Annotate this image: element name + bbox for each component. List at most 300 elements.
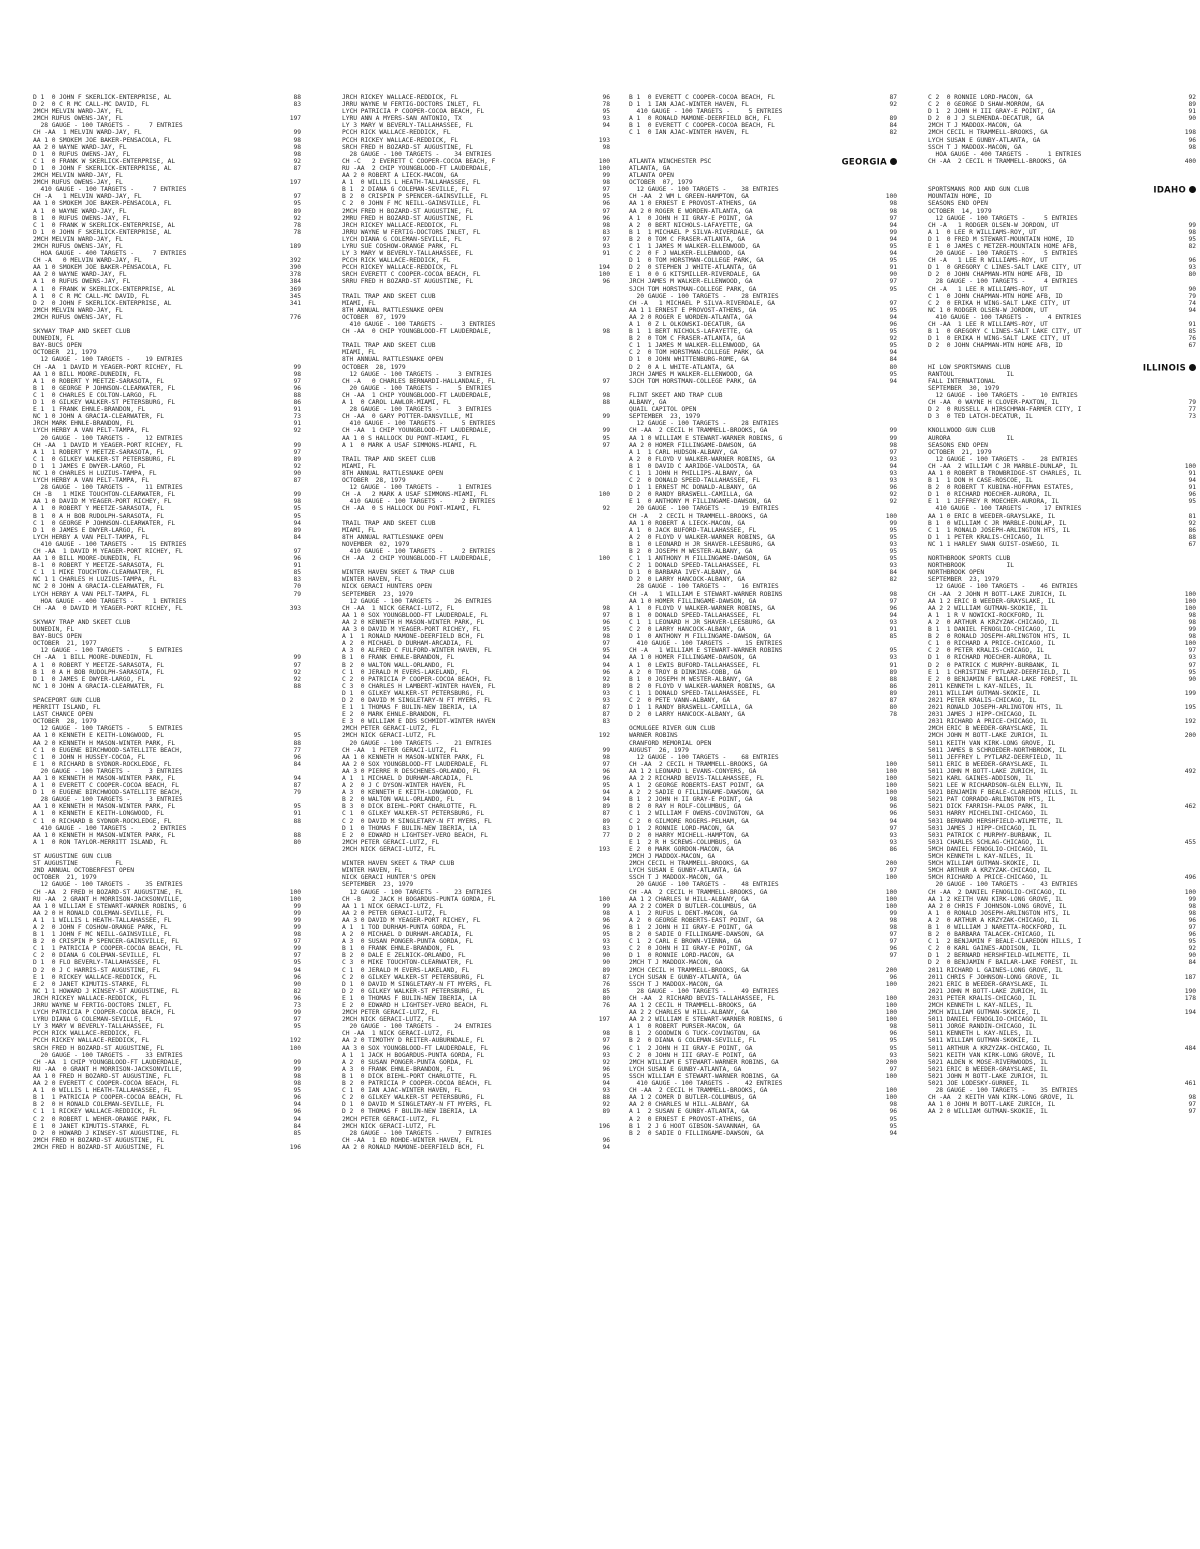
result-text: D 1 1 JAMES E DWYER-LARGO, FL <box>33 462 146 470</box>
score-value: 98 <box>889 590 897 598</box>
result-line <box>33 222 301 229</box>
result-text: MERRITT ISLAND, FL <box>33 704 101 712</box>
score-value: 390 <box>289 264 301 272</box>
result-line <box>342 534 610 541</box>
result-text: AA 2 0 RONALD MAMONE-DEERFIELD BCH, FL <box>342 1143 485 1151</box>
result-line <box>33 917 301 924</box>
result-text: D 1 0 RICHARD MOECHER-AURORA, IL <box>928 654 1052 662</box>
result-line <box>33 427 301 434</box>
result-text: 12 GAUGE - 100 TARGETS - 38 ENTRIES <box>629 186 779 194</box>
result-text: 2MCH JOHN M BOTT-LAKE ZURICH, IL <box>928 732 1048 740</box>
result-line <box>928 470 1196 477</box>
score-value: 83 <box>602 824 610 832</box>
result-text: CH -AA 2 KEITH VAN KIRK-LONG GROVE, IL <box>928 1094 1074 1102</box>
result-text: C 2 0 DONALD SPEED-TALLAHASSEE, FL <box>629 477 760 485</box>
score-value: 98 <box>602 604 610 612</box>
result-line <box>629 803 897 810</box>
result-text: WINTER HAVEN SKEET & TRAP CLUB <box>342 569 455 577</box>
result-line <box>928 250 1196 257</box>
result-text: 28 GAUGE - 100 TARGETS - 49 ENTRIES <box>629 987 779 995</box>
score-value: 97 <box>293 548 301 555</box>
result-line <box>342 541 610 548</box>
result-line <box>928 612 1196 619</box>
result-line <box>629 165 897 172</box>
result-text: D 1 0 JAMES E DWYER-LARGO, FL <box>33 675 146 683</box>
result-line <box>342 548 610 555</box>
result-line <box>33 193 301 200</box>
result-text: AA 2 2 COMER D BUTLER-COLUMBUS, GA <box>629 902 757 910</box>
result-line <box>928 796 1196 803</box>
result-text: B 1 0 FRANK EHNLE-BRANDON, FL <box>342 945 455 953</box>
result-line <box>33 1066 301 1073</box>
result-text: AA 1 0 ERNEST E PROVOST-ATHENS, GA <box>629 200 757 208</box>
result-line <box>629 1030 897 1037</box>
result-line <box>629 640 897 647</box>
score-value: 87 <box>293 164 301 172</box>
result-line <box>928 803 1196 810</box>
result-text: 20 GAUGE - 100 TARGETS - 12 ENTRIES <box>33 434 183 442</box>
result-line <box>342 896 610 903</box>
result-line <box>342 782 610 789</box>
result-text: B 2 0 JOSEPH M WESTER-ALBANY, GA <box>629 548 753 555</box>
result-text: AA 3 0 SOX YOUNGBLOOD-FT LAUDERDALE, FL <box>342 1044 488 1052</box>
result-text: C 2 0 GILKEY WALKER-ST PETERSBURG, FL <box>342 973 485 981</box>
score-value: 94 <box>889 462 897 470</box>
result-text: AA 1 2 COMER D BUTLER-COLUMBUS, GA <box>629 1094 757 1102</box>
score-value: 99 <box>293 923 301 931</box>
score-value: 96 <box>602 1065 610 1073</box>
result-text: BAY-BUCS OPEN <box>33 342 82 350</box>
result-line <box>629 300 897 307</box>
result-line <box>33 619 301 626</box>
score-value: 97 <box>889 299 897 307</box>
result-text: 12 GAUGE - 100 TARGETS - 1 ENTRIES <box>342 484 492 492</box>
score-value: 93 <box>602 1051 610 1059</box>
score-value: 98 <box>602 179 610 187</box>
result-text: A 1 0 ROBERT Y MEETZE-SARASOTA, FL <box>33 661 164 669</box>
result-text: D 1 2 JOHN H III GRAY-E POINT, GA <box>928 108 1056 116</box>
result-line <box>629 690 897 697</box>
score-value: 94 <box>889 611 897 619</box>
result-line <box>342 576 610 583</box>
result-text: AA 1 0 HOMER FILLINGAME-DAWSON, GA <box>629 654 757 662</box>
result-line <box>928 1016 1196 1023</box>
result-line <box>629 818 897 825</box>
score-value: 100 <box>885 1072 897 1080</box>
result-line <box>342 513 610 520</box>
score-value: 99 <box>293 909 301 917</box>
result-text: CH -A 1 MELVIN WARD-JAY, FL <box>33 193 142 201</box>
result-text: SEPTEMBER 30, 1979 <box>928 384 1000 392</box>
score-value: 98 <box>602 328 610 336</box>
score-value: 84 <box>889 356 897 364</box>
score-value: 100 <box>598 895 610 903</box>
result-line <box>629 612 897 619</box>
result-text: AA 1 0 KENNETH H MASON-WINTER PARK, FL <box>342 753 485 761</box>
result-text: A 2 0 SUSAN PONGER-PUNTA GORDA, FL <box>342 1058 473 1066</box>
score-value: 84 <box>293 760 301 768</box>
result-line <box>342 101 610 108</box>
score-value: 199 <box>1184 689 1196 697</box>
result-text: D 2 0 RUSSELL A HIRSCHMAN-FARMER CITY, I <box>928 406 1082 414</box>
result-line <box>342 740 610 747</box>
result-text: 2MCH RUFUS OWENS-JAY, FL <box>33 242 123 250</box>
result-line <box>629 229 897 236</box>
result-line <box>33 264 301 271</box>
state-heading <box>1153 186 1196 193</box>
result-line <box>928 945 1196 952</box>
result-text: 20 GAUGE - 100 TARGETS - 19 ENTRIES <box>629 505 779 513</box>
score-value: 88 <box>293 817 301 825</box>
score-value: 87 <box>602 810 610 818</box>
score-value: 84 <box>1188 959 1196 967</box>
score-value: 187 <box>1184 973 1196 981</box>
result-text: PCCH RICK WALLACE-REDDICK, FL <box>33 1030 142 1038</box>
result-text: 2MRU FRED H BOZARD-ST AUGUSTINE, FL <box>342 214 473 222</box>
result-line <box>629 995 897 1002</box>
result-text: B 2 0 ROBERT T KUBINA-HOFFMAN ESTATES, <box>928 484 1074 492</box>
result-text: 5011 JOHN M BOTT-LAKE ZURICH, IL <box>928 767 1048 775</box>
result-text: 2011 WILLIAM GUTMAN-SKOKIE, IL <box>928 689 1041 697</box>
score-value: 93 <box>889 618 897 626</box>
result-text: DUNEDIN, FL <box>33 335 75 343</box>
result-text: OCTOBER 21, 1979 <box>928 448 992 456</box>
result-line <box>342 435 610 442</box>
result-text: C 2 0 JOHN H III GRAY-E POINT, GA <box>629 1051 757 1059</box>
score-value: 97 <box>602 377 610 385</box>
result-line <box>928 1002 1196 1009</box>
result-line <box>342 867 610 874</box>
result-text: ATLANTA WINCHESTER PSC <box>629 157 712 165</box>
result-line <box>629 392 897 399</box>
result-line <box>33 981 301 988</box>
result-line <box>629 307 897 314</box>
score-value: 96 <box>889 810 897 818</box>
score-value: 90 <box>1188 675 1196 683</box>
result-text: 5011 KENNETH L KAY-NILES, IL <box>928 1030 1033 1038</box>
result-text: CH -A 1 LEE R WILLIAMS-ROY, UT <box>928 285 1048 293</box>
result-text: C 3 0 CHARLES H LAMBERT-WINTER HAVEN, FL <box>342 682 496 690</box>
result-text: 410 GAUGE - 100 TARGETS - 42 ENTRIES <box>629 1080 783 1088</box>
result-line <box>342 711 610 718</box>
score-value: 84 <box>889 122 897 130</box>
result-text: 410 GAUGE - 100 TARGETS - 4 ENTRIES <box>928 313 1082 321</box>
result-line <box>342 449 610 456</box>
score-value: 95 <box>293 803 301 811</box>
score-value: 96 <box>602 767 610 775</box>
result-line <box>342 988 610 995</box>
result-line <box>33 364 301 371</box>
score-value: 95 <box>889 555 897 563</box>
result-text: 5011 ERIC B WEEDER-GRAYSLAKE, IL <box>928 760 1048 768</box>
result-line <box>629 1023 897 1030</box>
result-text: 8TH ANNUAL RATTLESNAKE OPEN <box>342 356 444 364</box>
result-text: 410 GAUGE - 100 TARGETS - 15 ENTRIES <box>33 540 187 548</box>
score-value: 97 <box>602 207 610 215</box>
result-line <box>928 435 1196 442</box>
result-text: RU -AA 2 CHIP YOUNGBLOOD-FT LAUDERDALE, <box>342 164 492 172</box>
result-line <box>928 959 1196 966</box>
result-line <box>928 1037 1196 1044</box>
score-value: 96 <box>602 1044 610 1052</box>
bullet-dot-icon <box>1189 186 1196 193</box>
result-line <box>629 427 897 434</box>
score-value: 98 <box>293 1080 301 1088</box>
result-line <box>629 569 897 576</box>
result-line <box>33 1045 301 1052</box>
result-text: 2MCH MELVIN WARD-JAY, FL <box>33 172 123 180</box>
result-text: TRAIL TRAP AND SKEET CLUB <box>342 519 436 527</box>
result-line <box>629 406 897 413</box>
result-line <box>342 342 610 349</box>
result-text: JRRU WAYNE W FERTIG-DOCTORS INLET, FL <box>342 228 481 236</box>
result-line <box>629 924 897 931</box>
score-value: 98 <box>1188 228 1196 236</box>
result-text: NORTHBROOK IL <box>928 562 1015 570</box>
result-text: SRCH FRED H BOZARD-ST AUGUSTINE, FL <box>342 143 473 151</box>
result-line <box>629 527 897 534</box>
result-text: 5021 KARL GAINES-ADDISON, IL <box>928 775 1033 782</box>
result-line <box>33 200 301 207</box>
score-value: 100 <box>885 888 897 896</box>
result-text: B 1 2 J G HOOT GIBSON-SAVANNAH, GA <box>629 1122 760 1130</box>
result-line <box>33 215 301 222</box>
score-value: 97 <box>889 1065 897 1073</box>
result-text: FLINT SKEET AND TRAP CLUB <box>629 391 723 399</box>
score-value: 197 <box>289 115 301 123</box>
result-text: B 2 0 CRISPIN P SPENCER-GAINSVILLE, FL <box>33 938 179 946</box>
result-line <box>33 1130 301 1137</box>
result-line <box>928 186 1196 193</box>
result-text: CRANFORD MEMORIAL OPEN <box>629 739 712 747</box>
result-line <box>629 704 897 711</box>
result-line <box>928 406 1196 413</box>
score-value: 94 <box>889 313 897 321</box>
score-value: 98 <box>1188 1094 1196 1102</box>
result-text: 28 GAUGE - 100 TARGETS - 11 ENTRIES <box>33 484 183 492</box>
result-text: A 1 2 GEORGE ROBERTS-EAST POINT, GA <box>629 782 764 790</box>
result-text: NOVEMBER 02, 1979 <box>342 540 410 548</box>
score-value: 100 <box>885 760 897 768</box>
score-value: 78 <box>293 228 301 236</box>
result-line <box>342 747 610 754</box>
score-value: 94 <box>293 1101 301 1109</box>
result-line <box>33 640 301 647</box>
result-line <box>342 796 610 803</box>
result-text: D 1 2 RONNIE LORD-MACON, GA <box>629 824 734 832</box>
result-text: 12 GAUGE - 100 TARGETS - 5 ENTRIES <box>928 214 1078 222</box>
score-value: 92 <box>293 462 301 470</box>
result-line <box>629 775 897 782</box>
result-text: D 2 0 HOWARD J KINSEY-ST AUGUSTINE, FL <box>33 1129 179 1137</box>
result-line <box>342 463 610 470</box>
score-value: 99 <box>293 1065 301 1073</box>
result-line <box>33 562 301 569</box>
result-line <box>33 548 301 555</box>
result-line <box>928 754 1196 761</box>
result-text: 2MCH CECIL H TRAMMELL-BROOKS, GA <box>629 966 749 974</box>
result-line <box>629 938 897 945</box>
score-value: 98 <box>889 441 897 449</box>
result-line <box>629 420 897 427</box>
result-text: AA 2 0 SOX YOUNGBLOOD-FT LAUDERDALE, FL <box>342 760 488 768</box>
result-line <box>629 1045 897 1052</box>
score-value: 96 <box>1188 916 1196 924</box>
result-line <box>928 697 1196 704</box>
result-text: A 1 1 RONALD MAMONE-DEERFIELD BCH, FL <box>342 633 485 641</box>
result-text: A 3 0 ALFRED C FULFORD-WINTER HAVEN, FL <box>342 647 492 655</box>
score-value: 98 <box>1188 611 1196 619</box>
result-line <box>928 768 1196 775</box>
result-line <box>629 477 897 484</box>
result-line <box>33 1080 301 1087</box>
result-text: CH -AA 2 CECIL H TRAMMELL-BROOKS, GA <box>928 157 1067 165</box>
result-line <box>629 144 897 151</box>
score-value: 90 <box>889 271 897 279</box>
score-value: 96 <box>889 484 897 492</box>
result-line <box>33 307 301 314</box>
score-value: 98 <box>889 1023 897 1031</box>
result-text: E 2 0 MARK EHNLE-BRANDON, FL <box>342 711 451 719</box>
result-text: CH -A 1 MICHAEL P SILVA-RIVERDALE, GA <box>629 299 775 307</box>
result-text: AA 1 0 ERIC B WEEDER-GRAYSLAKE, IL <box>928 512 1056 520</box>
score-value: 96 <box>889 1108 897 1116</box>
score-value: 345 <box>289 292 301 300</box>
score-value: 100 <box>885 1016 897 1024</box>
result-text: 5021 JOE LODESKY-GURNEE, IL <box>928 1080 1030 1088</box>
score-value: 87 <box>602 704 610 712</box>
result-line <box>33 725 301 732</box>
result-line <box>928 264 1196 271</box>
result-line <box>33 392 301 399</box>
result-line <box>928 640 1196 647</box>
result-line <box>342 931 610 938</box>
result-line <box>33 860 301 867</box>
result-text: A 2 0 TROY B DINKINS-COBB, GA <box>629 668 742 676</box>
score-value: 97 <box>889 824 897 832</box>
score-value: 98 <box>889 916 897 924</box>
result-text: AA 1 0 BILL MOORE-DUNEDIN, FL <box>33 555 142 563</box>
result-text: AA 2 2 RICHARD BEVIS-TALLAHASSEE, FL <box>629 775 764 782</box>
result-line <box>629 1009 897 1016</box>
result-line <box>342 1108 610 1115</box>
result-text: C 1 1 LEONARD H JR SHAVER-LEESBURG, GA <box>629 618 775 626</box>
result-text: CH -AA 1 CHIP YOUNGBLOOD-FT LAUDERDALE, <box>342 427 492 435</box>
result-line <box>342 250 610 257</box>
result-line <box>33 732 301 739</box>
result-line <box>33 463 301 470</box>
result-line <box>342 846 610 853</box>
score-value: 99 <box>293 1058 301 1066</box>
result-text: 12 GAUGE - 100 TARGETS - 5 ENTRIES <box>33 647 183 655</box>
result-text: OCTOBER 28, 1979 <box>342 477 406 485</box>
result-line <box>342 314 610 321</box>
result-text: A 2 0 ARTHUR A KRZYZAK-CHICAGO, IL <box>928 916 1059 924</box>
score-value: 97 <box>293 377 301 385</box>
result-text: CH -A 1 WILLIAM E STEWART-WARNER ROBINS <box>629 590 783 598</box>
score-value: 95 <box>602 1072 610 1080</box>
result-line <box>629 94 897 101</box>
score-value: 178 <box>1184 994 1196 1002</box>
result-text: CH -A 1 LEE R WILLIAMS-ROY, UT <box>928 257 1048 265</box>
result-line <box>928 1101 1196 1108</box>
score-value: 78 <box>602 101 610 109</box>
score-value: 73 <box>1188 413 1196 421</box>
score-value: 99 <box>293 654 301 662</box>
result-text: CH -AA 2 CHIP YOUNGBLOOD-FT LAUDERDALE, <box>342 555 492 563</box>
result-line <box>342 222 610 229</box>
result-line <box>342 640 610 647</box>
result-line <box>33 399 301 406</box>
score-value: 94 <box>889 377 897 385</box>
result-text: 28 GAUGE - 100 TARGETS - 34 ENTRIES <box>342 150 492 158</box>
result-text: A 1 1 WILLIS L HEATH-TALLAHASSEE, FL <box>33 916 172 924</box>
score-value: 93 <box>602 115 610 123</box>
result-text: A 1 0 Z L OLKOWSKI-DECATUR, GA <box>629 321 745 328</box>
result-line <box>928 328 1196 335</box>
result-line <box>928 477 1196 484</box>
score-value: 189 <box>289 242 301 250</box>
score-value: 82 <box>293 987 301 995</box>
result-text: C 1 1 RICKEY WALLACE-REDDICK, FL <box>33 1108 157 1116</box>
result-line <box>928 101 1196 108</box>
result-line <box>629 1016 897 1023</box>
result-text: AA 1 0 KENNETH H MASON-WINTER PARK, FL <box>33 775 176 782</box>
score-value: 93 <box>889 540 897 548</box>
result-text: C 2 0 RONNIE LORD-MACON, GA <box>928 94 1033 101</box>
result-line <box>928 832 1196 839</box>
result-line <box>342 952 610 959</box>
result-text: OCTOBER 07, 1979 <box>629 179 693 187</box>
result-text: CH -AA 2 WM L GREEN-HAMPTON, GA <box>629 193 749 201</box>
result-line <box>928 896 1196 903</box>
score-value: 88 <box>293 94 301 101</box>
result-line <box>928 839 1196 846</box>
result-line <box>342 300 610 307</box>
score-value: 99 <box>889 434 897 442</box>
result-line <box>629 271 897 278</box>
score-value: 94 <box>602 1080 610 1088</box>
result-line <box>629 761 897 768</box>
result-text: AUGUST 26, 1979 <box>629 746 689 754</box>
result-text: A 1 0 WILLIS L HEATH-TALLAHASSEE, FL <box>33 1087 172 1095</box>
score-value: 80 <box>293 838 301 846</box>
result-line <box>629 137 897 144</box>
result-line <box>342 491 610 498</box>
result-line <box>629 378 897 385</box>
score-value: 99 <box>602 746 610 754</box>
result-text: 5011 WILLIAM GUTMAN-SKOKIE, IL <box>928 1037 1041 1045</box>
result-text: A 1 0 WILLIS L HEATH-TALLAHASSEE, FL <box>342 179 481 187</box>
result-line <box>33 626 301 633</box>
result-line <box>33 903 301 910</box>
result-line <box>928 825 1196 832</box>
result-line <box>629 449 897 456</box>
result-line <box>928 1030 1196 1037</box>
result-text: AA 2 0 EVERETT C COOPER-COCOA BEACH, FL <box>33 1080 179 1088</box>
result-text: 5021 DICK FARRISH-PALOS PARK, IL <box>928 803 1048 811</box>
result-line <box>629 172 897 179</box>
result-text: D 1 1 IAN AJAC-WINTER HAVEN, FL <box>629 101 749 109</box>
result-text: PCCH RICKEY WALLACE-REDDICK, FL <box>342 264 458 272</box>
score-value: 92 <box>293 157 301 165</box>
result-text: 410 GAUGE - 100 TARGETS - 2 ENTRIES <box>342 548 496 555</box>
result-line <box>928 981 1196 988</box>
result-line <box>928 236 1196 243</box>
result-line <box>928 335 1196 342</box>
result-text: NC 2 0 JOHN A GRACIA-CLEARWATER, FL <box>33 583 164 591</box>
score-value: 194 <box>598 264 610 272</box>
